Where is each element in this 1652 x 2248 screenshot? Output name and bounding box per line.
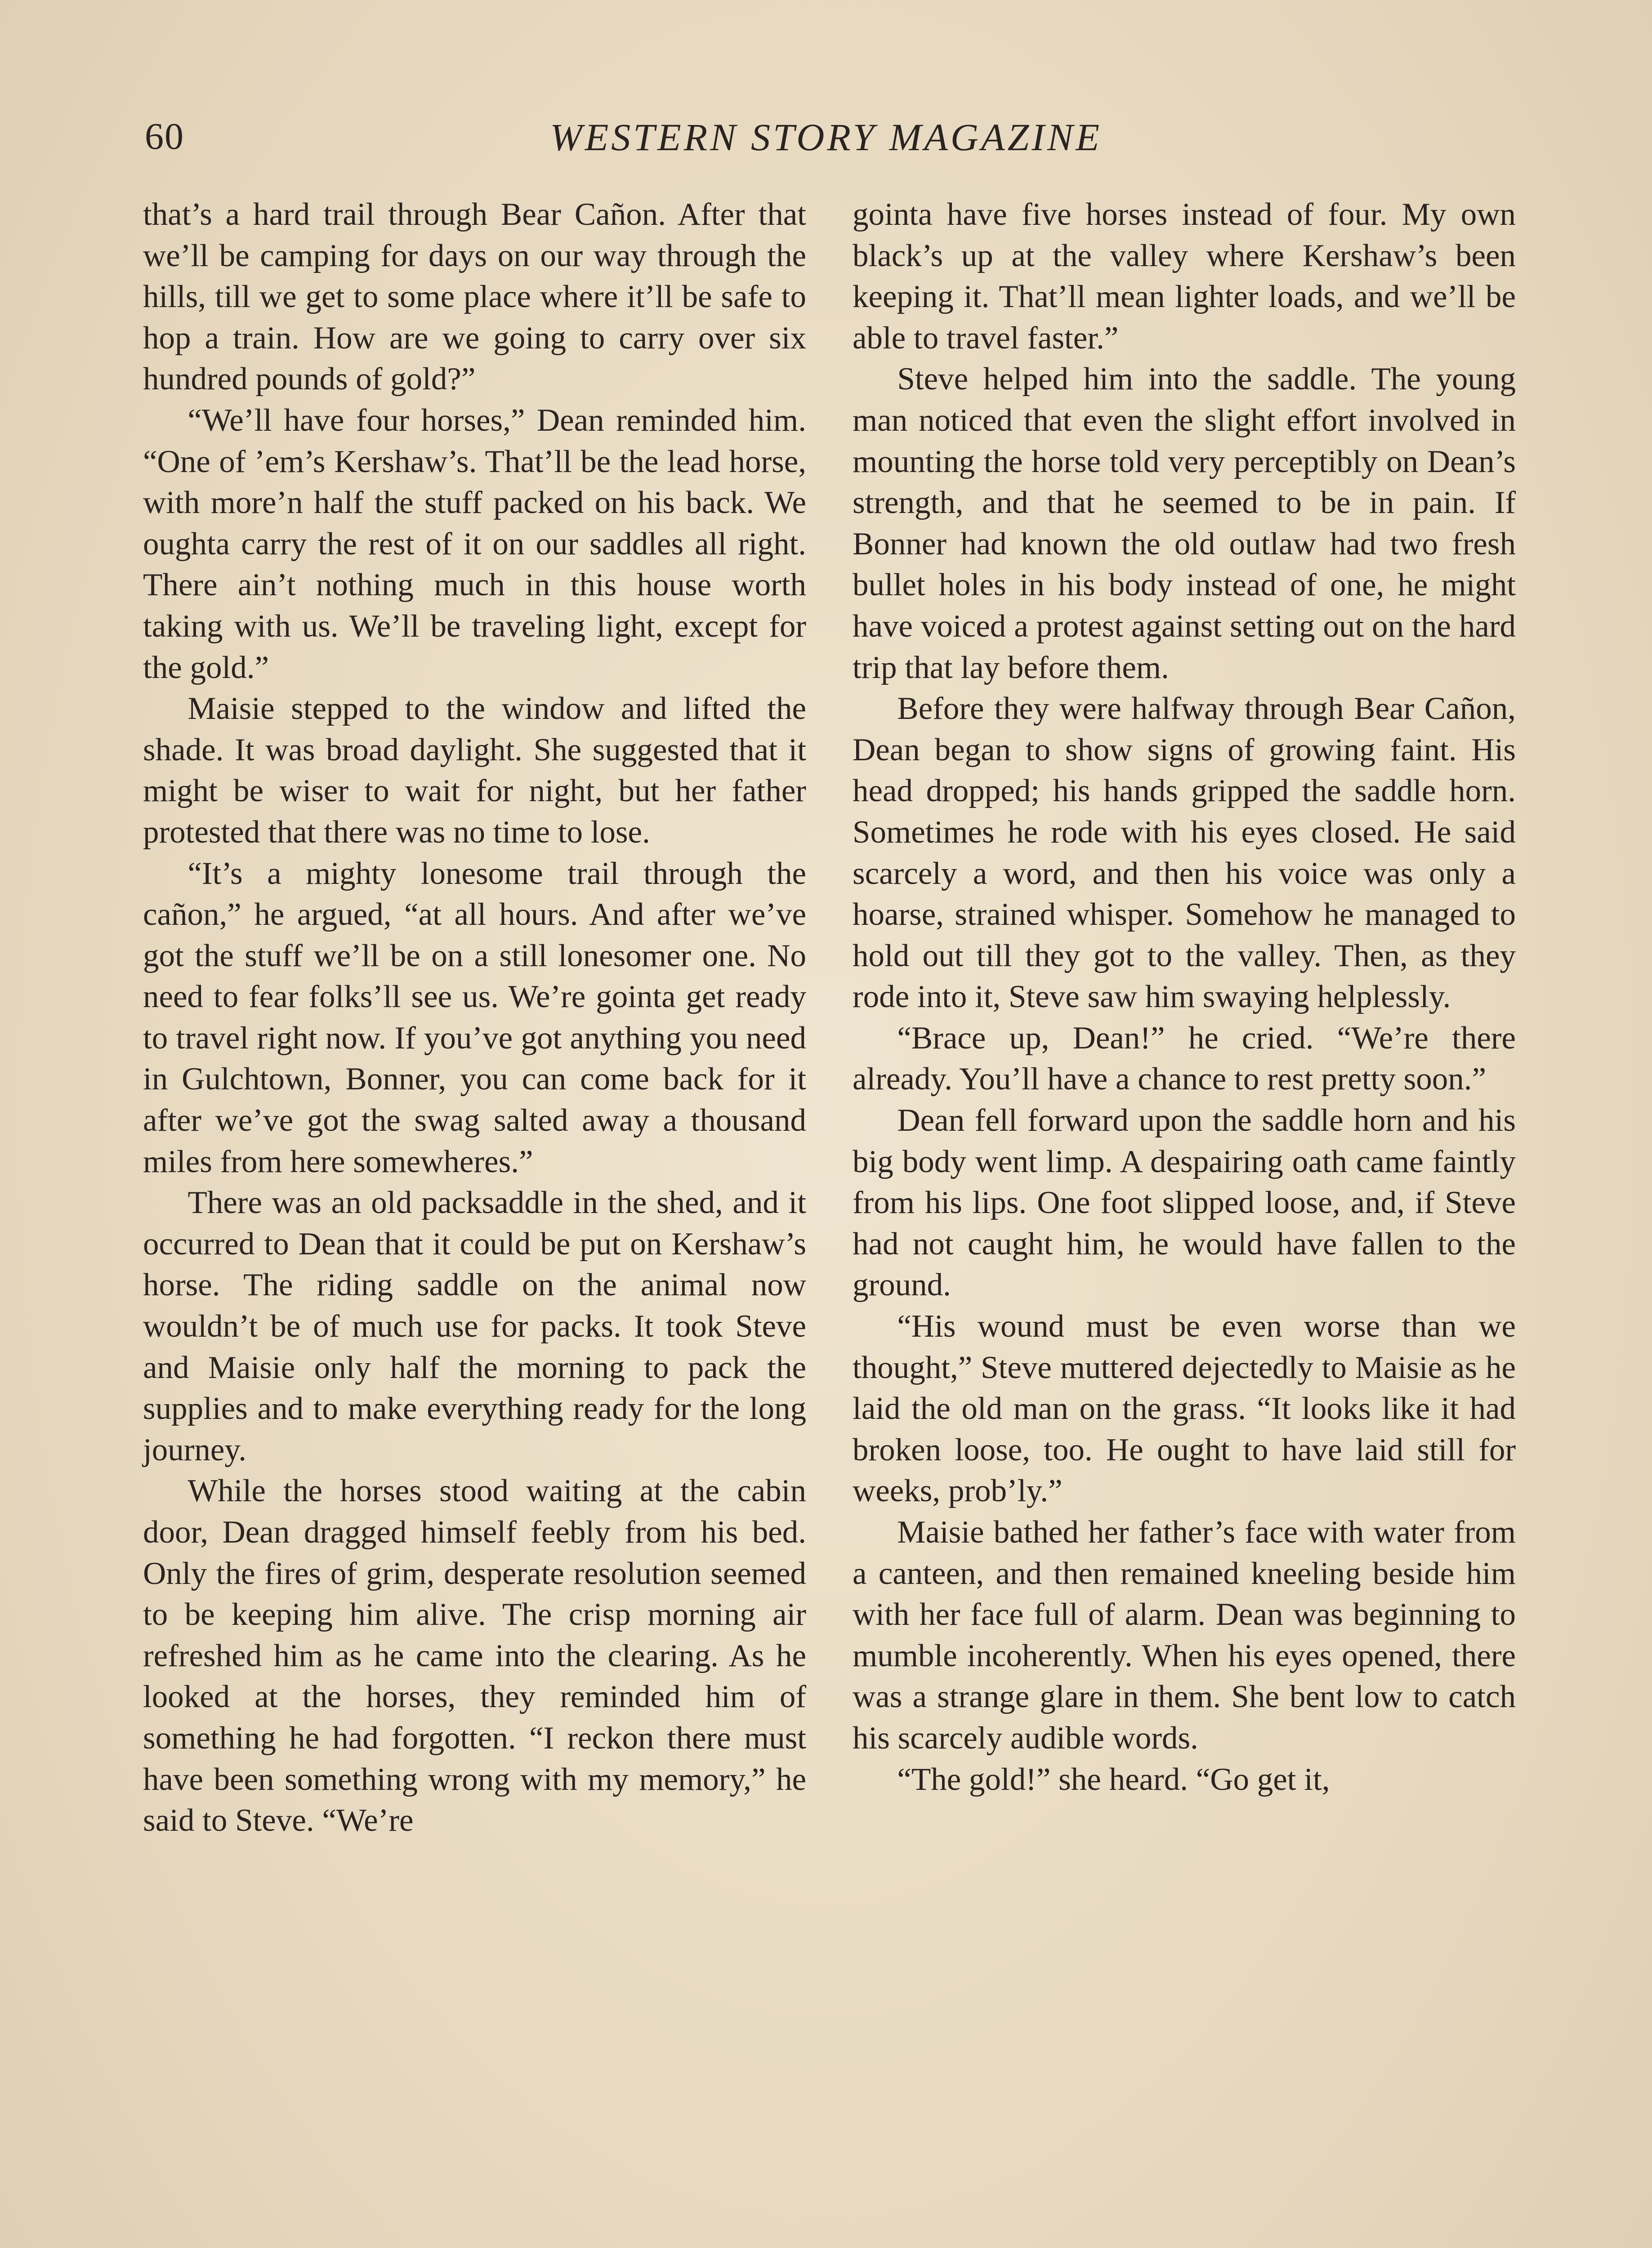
paragraph: Before they were halfway through Bear Cañon, Dean began to show signs of growing faint. His head dropped; his hands gripped the saddle horn. Sometimes he rode with his eyes closed. He said scarcely a word, and then his voice was only a hoarse, strained whisper. Somehow he managed to hold out till they got to the valley. Then, as they rode into it, Steve saw him swaying helplessly. — [853, 691, 1516, 1015]
running-head: WESTERN STORY MAGAZINE — [550, 116, 1102, 159]
right-column — [853, 194, 1516, 1800]
paragraph: There was an old packsaddle in the shed, and it occurred to Dean that it could be put on Kershaw’s horse. The riding saddle on the animal now wouldn’t be of much use for packs. It took Steve and Maisie only half the morning to pack the supplies and to make everything ready for the long journey. — [143, 1185, 806, 1467]
paragraph: Maisie bathed her father’s face with water from a canteen, and then remained kneeling beside him with her face full of alarm. Dean was beginning to mumble incoherently. When his eyes opened, there was a strange glare in them. She bent low to catch his scarcely audible words. — [853, 1515, 1516, 1756]
paragraph: “The gold!” she heard. “Go get it, — [897, 1762, 1330, 1797]
paragraph: “Brace up, Dean!” he cried. “We’re there already. You’ll have a chance to rest pretty soon.” — [853, 1020, 1516, 1097]
paragraph: gointa have five horses instead of four. My own black’s up at the valley where Kershaw’s been keeping it. That’ll mean lighter loads, and we’ll be able to travel faster.” — [853, 197, 1516, 356]
paragraph: Dean fell forward upon the saddle horn and his big body went limp. A despairing oath came faintly from his lips. One foot slipped loose, and, if Steve had not caught him, he would have fallen to the ground. — [853, 1103, 1516, 1303]
paragraph: Steve helped him into the saddle. The young man noticed that even the slight effort involved in mounting the horse told very perceptibly on Dean’s strength, and that he seemed to be in pain. If Bonner had known the old outlaw had two fresh bullet holes in his body instead of one, he might have voiced a protest against setting out on the hard trip that lay before them. — [853, 361, 1516, 685]
paragraph: “His wound must be even worse than we thought,” Steve muttered dejectedly to Maisie as he laid the old man on the grass. “It looks like it had broken loose, too. He ought to have laid still for weeks, prob’ly.” — [853, 1309, 1516, 1509]
paragraph: Maisie stepped to the window and lifted the shade. It was broad daylight. She suggested that it might be wiser to wait for night, but her father protested that there was no time to lose. — [143, 691, 806, 850]
page-number: 60 — [145, 116, 184, 157]
paragraph: “We’ll have four horses,” Dean reminded him. “One of ’em’s Kershaw’s. That’ll be the lead horse, with more’n half the stuff packed on his back. We oughta carry the rest of it on our saddles all right. There ain’t nothing much in this house worth taking with us. We’ll be traveling light, except for the gold.” — [143, 402, 806, 685]
paragraph: While the horses stood waiting at the cabin door, Dean dragged himself feebly from his bed. Only the fires of grim, desperate resolution seemed to be keeping him alive. The crisp morning air refreshed him as he came into the clearing. As he looked at the horses, they reminded him of something he had forgotten. “I reckon there must have been something wrong with my memory,” he said to Steve. “We’re — [143, 1473, 806, 1838]
paragraph: that’s a hard trail through Bear Cañon. After that we’ll be camping for days on our way through the hills, till we get to some place where it’ll be safe to hop a train. How are we going to carry over six hundred pounds of gold?” — [143, 197, 806, 397]
paragraph: “It’s a mighty lonesome trail through the cañon,” he argued, “at all hours. And after we’ve got the stuff we’ll be on a still lonesomer one. No need to fear folks’ll see us. We’re gointa get ready to travel right now. If you’ve got anything you need in Gulchtown, Bonner, you can come back for it after we’ve got the swag salted away a thousand miles from here somewheres.” — [143, 856, 806, 1179]
page-header — [0, 115, 1652, 178]
left-column — [143, 194, 806, 1842]
